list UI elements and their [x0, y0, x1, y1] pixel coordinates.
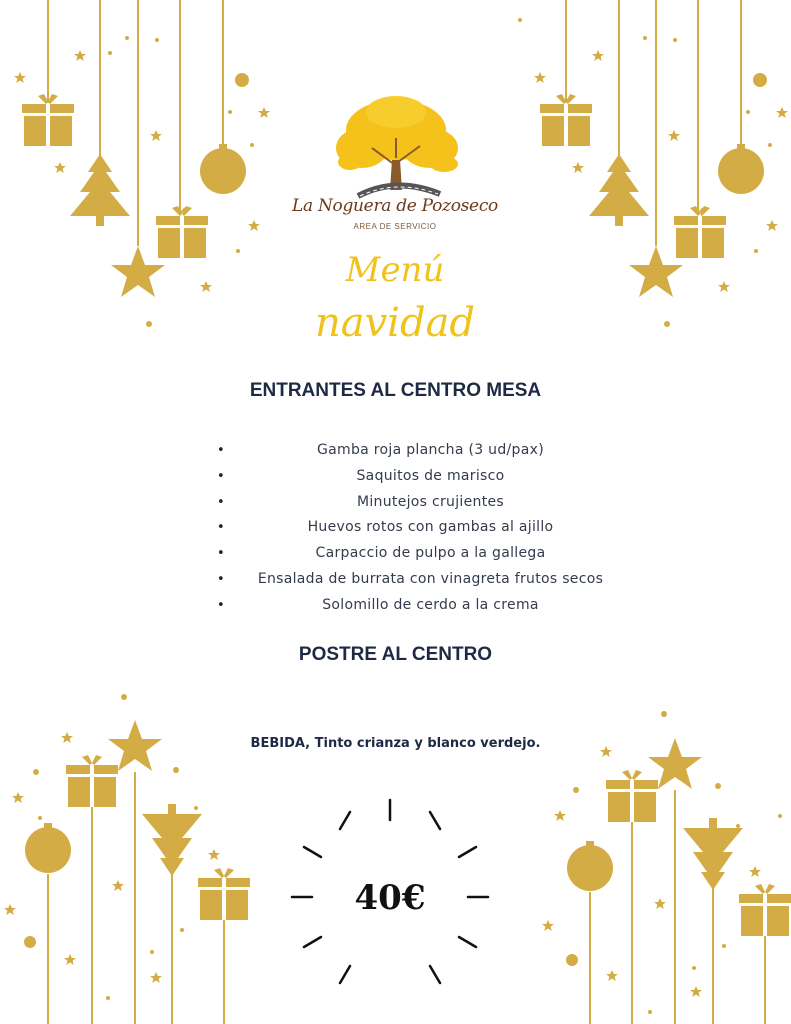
- dish-name: Huevos rotos con gambas al ajillo: [307, 519, 554, 536]
- logo-tree-icon: [336, 96, 458, 196]
- list-item: [0, 464, 791, 490]
- menu-title-line2: navidad: [314, 300, 476, 346]
- list-item: [0, 567, 791, 593]
- top-left-ornaments: [14, 0, 270, 327]
- bullet-icon: •: [217, 520, 225, 536]
- dish-name: Carpaccio de pulpo a la gallega: [315, 545, 546, 562]
- dish-name: Ensalada de burrata con vinagreta frutos secos: [257, 570, 604, 587]
- brand-name: La Noguera de Pozoseco: [292, 196, 498, 216]
- bullet-icon: •: [217, 468, 225, 484]
- dish-name: Solomillo de cerdo a la crema: [322, 596, 539, 613]
- list-item: [0, 490, 791, 516]
- entrantes-heading: ENTRANTES AL CENTRO MESA: [249, 380, 542, 401]
- dish-name: Gamba roja plancha (3 ud/pax): [317, 442, 544, 458]
- bullet-icon: •: [217, 443, 225, 458]
- bullet-icon: •: [217, 597, 225, 613]
- brand-tagline: AREA DE SERVICIO: [353, 222, 437, 231]
- bullet-icon: •: [217, 546, 225, 562]
- dish-name: Minutejos crujientes: [356, 493, 504, 510]
- list-item: [0, 541, 791, 567]
- dish-name: Saquitos de marisco: [356, 467, 505, 484]
- top-right-ornaments: [518, 0, 788, 327]
- bullet-icon: •: [217, 494, 225, 510]
- list-item: [0, 515, 791, 541]
- price-value: 40€: [354, 878, 426, 918]
- bebida-text: BEBIDA, Tinto crianza y blanco verdejo.: [250, 736, 541, 751]
- bottom-right-ornaments: [542, 711, 791, 1024]
- entrantes-list: [0, 438, 791, 619]
- list-item: [0, 438, 791, 464]
- menu-title-line1: Menú: [345, 250, 445, 290]
- list-item: [0, 593, 791, 619]
- bullet-icon: •: [217, 571, 225, 587]
- postre-heading: POSTRE AL CENTRO: [298, 644, 493, 665]
